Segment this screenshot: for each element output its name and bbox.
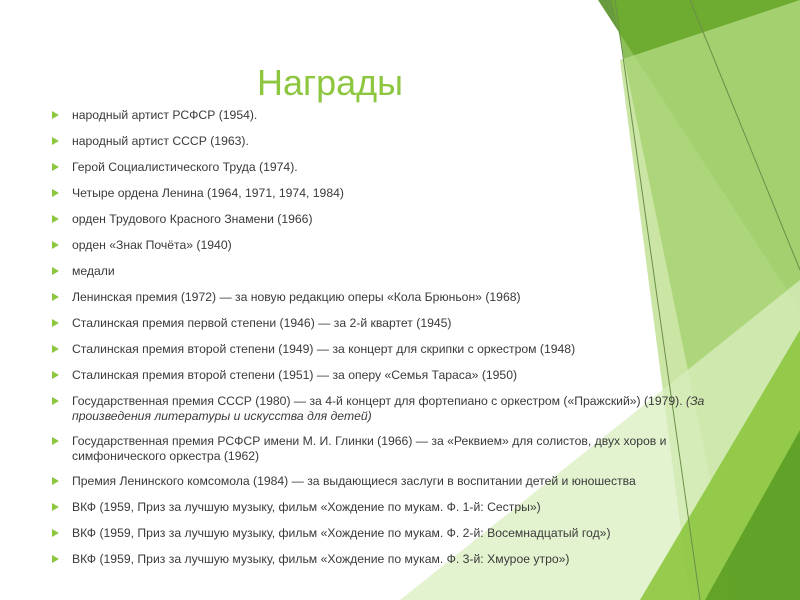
triangle-bullet-icon (52, 215, 59, 223)
awards-list (52, 108, 752, 578)
list-item (52, 434, 752, 464)
triangle-bullet-icon (52, 137, 59, 145)
list-item (52, 186, 752, 201)
list-item-text: Ленинская премия (1972) — за новую редакцию оперы «Кола Брюньон» (1968) (72, 290, 521, 304)
triangle-bullet-icon (52, 437, 59, 445)
triangle-bullet-icon (52, 319, 59, 327)
triangle-bullet-icon (52, 293, 59, 301)
list-item-text: ВКФ (1959, Приз за лучшую музыку, фильм «Хождение по мукам. Ф. 3-й: Хмурое утро») (72, 552, 570, 566)
list-item-text: Государственная премия РСФСР имени М. И. Глинки (1966) — за «Реквием» для солистов, двух хоров и симфонического оркестра (1962) (72, 434, 667, 463)
triangle-bullet-icon (52, 163, 59, 171)
triangle-bullet-icon (52, 111, 59, 119)
triangle-bullet-icon (52, 477, 59, 485)
list-item-text: Сталинская премия второй степени (1949) — за концерт для скрипки с оркестром (1948) (72, 342, 576, 356)
list-item-text: ВКФ (1959, Приз за лучшую музыку, фильм «Хождение по мукам. Ф. 2-й: Восемнадцатый год») (72, 526, 611, 540)
list-item (52, 108, 752, 123)
triangle-bullet-icon (52, 555, 59, 563)
list-item (52, 394, 752, 424)
list-item (52, 238, 752, 253)
list-item-text: ВКФ (1959, Приз за лучшую музыку, фильм «Хождение по мукам. Ф. 1-й: Сестры») (72, 500, 541, 514)
list-item-text: народный артист РСФСР (1954). (72, 108, 258, 122)
list-item-text: народный артист СССР (1963). (72, 134, 249, 148)
list-item-note: (За произведения литературы и искусства для детей) (72, 394, 705, 423)
triangle-bullet-icon (52, 529, 59, 537)
triangle-bullet-icon (52, 345, 59, 353)
list-item (52, 134, 752, 149)
list-item-text: Четыре ордена Ленина (1964, 1971, 1974, 1984) (72, 186, 344, 200)
list-item (52, 264, 752, 279)
list-item-text: Сталинская премия первой степени (1946) — за 2-й квартет (1945) (72, 316, 452, 330)
triangle-bullet-icon (52, 371, 59, 379)
triangle-bullet-icon (52, 189, 59, 197)
list-item-text: Герой Социалистического Труда (1974). (72, 160, 298, 174)
list-item (52, 212, 752, 227)
triangle-bullet-icon (52, 267, 59, 275)
list-item-text: орден Трудового Красного Знамени (1966) (72, 212, 313, 226)
slide-title: Награды (256, 62, 404, 103)
triangle-bullet-icon (52, 397, 59, 405)
list-item (52, 368, 752, 383)
triangle-bullet-icon (52, 503, 59, 511)
list-item-text: орден «Знак Почёта» (1940) (72, 238, 232, 252)
list-item-text: медали (72, 264, 115, 278)
list-item (52, 526, 752, 541)
list-item (52, 474, 752, 489)
list-item-text: Сталинская премия второй степени (1951) — за оперу «Семья Тараса» (1950) (72, 368, 518, 382)
list-item-text: Премия Ленинского комсомола (1984) — за выдающиеся заслуги в воспитании детей и юношества (72, 474, 636, 488)
list-item (52, 342, 752, 357)
list-item (52, 160, 752, 175)
list-item (52, 500, 752, 515)
triangle-bullet-icon (52, 241, 59, 249)
list-item (52, 316, 752, 331)
list-item (52, 290, 752, 305)
list-item-text: Государственная премия СССР (1980) — за 4-й концерт для фортепиано с оркестром («Пражский») (1979). (72, 394, 687, 408)
list-item (52, 552, 752, 567)
